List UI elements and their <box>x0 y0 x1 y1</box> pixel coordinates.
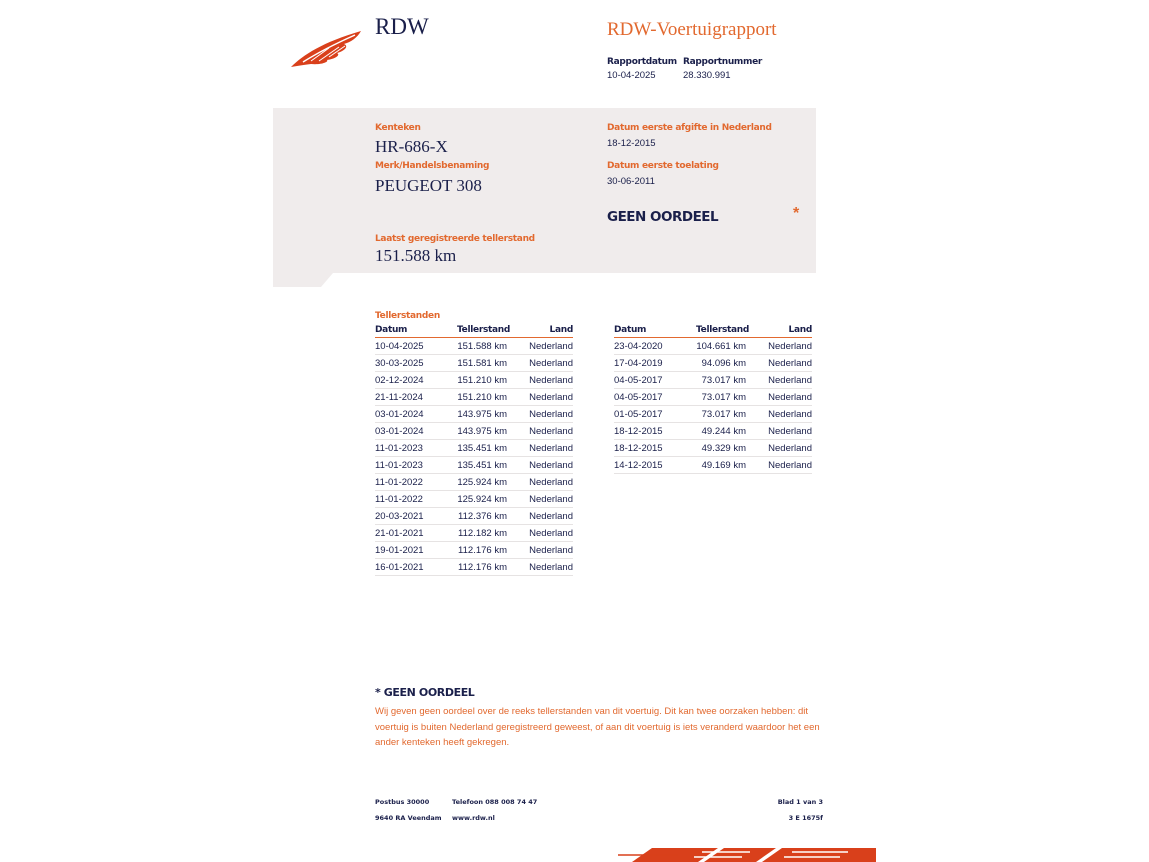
reading-date: 04-05-2017 <box>614 389 696 406</box>
table-row <box>614 457 812 474</box>
footer-postbus: Postbus 30000 <box>375 798 430 806</box>
footer-page-number: Blad 1 van 3 <box>777 798 823 806</box>
reading-date: 03-01-2024 <box>375 406 457 423</box>
reading-value: 151.588 km <box>457 338 523 355</box>
reading-date: 30-03-2025 <box>375 355 457 372</box>
reading-date: 17-04-2019 <box>614 355 696 372</box>
reading-date: 01-05-2017 <box>614 406 696 423</box>
odometer-label: Laatst geregistreerde tellerstand <box>375 234 535 244</box>
org-name: RDW <box>375 14 429 39</box>
note-line: ander kenteken heeft gekregen. <box>375 737 510 748</box>
plate-value: HR-686-X <box>375 137 448 156</box>
reading-value: 49.244 km <box>696 423 762 440</box>
table-row <box>375 406 573 423</box>
note-line: voertuig is buiten Nederland geregistreerd geweest, of aan dit voertuig is iets veranderd waardoor het een <box>375 721 820 733</box>
table-row <box>375 423 573 440</box>
brand-label: Merk/Handelsbenaming <box>375 161 490 171</box>
reading-country: Nederland <box>762 440 812 457</box>
footer-web-link[interactable]: www.rdw.nl <box>452 814 495 822</box>
table-row <box>614 355 812 372</box>
reading-date: 21-01-2021 <box>375 525 457 542</box>
table-row <box>375 525 573 542</box>
table-row <box>375 559 573 576</box>
reading-country: Nederland <box>762 338 812 355</box>
reading-date: 11-01-2023 <box>375 440 457 457</box>
reading-date: 10-04-2025 <box>375 338 457 355</box>
reading-value: 143.975 km <box>457 406 523 423</box>
reading-country: Nederland <box>523 372 573 389</box>
verdict-asterisk: * <box>793 205 800 222</box>
table-row <box>375 338 573 355</box>
reading-date: 11-01-2022 <box>375 474 457 491</box>
reading-value: 112.176 km <box>457 559 523 576</box>
reading-country: Nederland <box>523 457 573 474</box>
readings-table-right <box>614 325 812 474</box>
table-row <box>375 508 573 525</box>
table-row <box>375 389 573 406</box>
reading-date: 23-04-2020 <box>614 338 696 355</box>
report-title: RDW-Voertuigrapport <box>607 19 777 40</box>
reading-value: 73.017 km <box>696 372 762 389</box>
col-date: Datum <box>614 325 696 338</box>
reading-value: 94.096 km <box>696 355 762 372</box>
reading-value: 104.661 km <box>696 338 762 355</box>
reading-date: 02-12-2024 <box>375 372 457 389</box>
reading-country: Nederland <box>762 355 812 372</box>
reading-value: 135.451 km <box>457 457 523 474</box>
reading-country: Nederland <box>523 423 573 440</box>
note-title: * GEEN OORDEEL <box>375 686 475 699</box>
table-row <box>375 457 573 474</box>
reading-value: 125.924 km <box>457 474 523 491</box>
reading-value: 49.329 km <box>696 440 762 457</box>
table-row <box>614 389 812 406</box>
reading-date: 04-05-2017 <box>614 372 696 389</box>
footer-stripes-icon <box>618 846 878 862</box>
reading-value: 151.210 km <box>457 389 523 406</box>
reading-value: 73.017 km <box>696 389 762 406</box>
reading-value: 151.581 km <box>457 355 523 372</box>
col-reading: Tellerstand <box>457 325 523 338</box>
table-row <box>614 406 812 423</box>
note-text <box>375 704 820 751</box>
reading-value: 112.376 km <box>457 508 523 525</box>
reading-date: 11-01-2022 <box>375 491 457 508</box>
first-admission-value: 30-06-2011 <box>607 176 655 187</box>
col-country: Land <box>523 325 573 338</box>
table-row <box>375 440 573 457</box>
reading-date: 16-01-2021 <box>375 559 457 576</box>
reading-value: 73.017 km <box>696 406 762 423</box>
footer-address: 9640 RA Veendam <box>375 814 442 822</box>
report-date-label: Rapportdatum <box>607 57 677 67</box>
reading-country: Nederland <box>523 542 573 559</box>
reading-country: Nederland <box>523 406 573 423</box>
reading-country: Nederland <box>523 508 573 525</box>
readings-table-left <box>375 325 573 576</box>
col-reading: Tellerstand <box>696 325 762 338</box>
reading-value: 49.169 km <box>696 457 762 474</box>
verdict: GEEN OORDEEL <box>607 209 719 225</box>
reading-value: 143.975 km <box>457 423 523 440</box>
reading-value: 125.924 km <box>457 491 523 508</box>
brand-value: PEUGEOT 308 <box>375 176 482 195</box>
reading-country: Nederland <box>762 372 812 389</box>
odometer-value: 151.588 km <box>375 246 457 265</box>
reading-country: Nederland <box>523 440 573 457</box>
footer-code: 3 E 1675f <box>788 814 823 822</box>
table-row <box>375 542 573 559</box>
reading-country: Nederland <box>523 559 573 576</box>
table-row <box>375 355 573 372</box>
reading-country: Nederland <box>523 525 573 542</box>
reading-date: 11-01-2023 <box>375 457 457 474</box>
report-date: 10-04-2025 <box>607 70 656 81</box>
report-number-label: Rapportnummer <box>683 57 763 67</box>
readings-section-title: Tellerstanden <box>375 311 440 321</box>
reading-country: Nederland <box>762 423 812 440</box>
reading-country: Nederland <box>523 474 573 491</box>
panel-tab-decoration <box>273 273 333 287</box>
first-issue-nl-value: 18-12-2015 <box>607 138 656 149</box>
reading-country: Nederland <box>762 406 812 423</box>
reading-date: 03-01-2024 <box>375 423 457 440</box>
reading-value: 112.176 km <box>457 542 523 559</box>
reading-date: 18-12-2015 <box>614 423 696 440</box>
footer-phone: Telefoon 088 008 74 47 <box>452 798 538 806</box>
rdw-logo-icon <box>289 28 365 70</box>
reading-country: Nederland <box>523 491 573 508</box>
note-line: Wij geven geen oordeel over de reeks tellerstanden van dit voertuig. Dit kan twee oorzaken hebben: dit <box>375 706 809 717</box>
reading-date: 14-12-2015 <box>614 457 696 474</box>
col-date: Datum <box>375 325 457 338</box>
plate-label: Kenteken <box>375 123 421 133</box>
reading-country: Nederland <box>762 389 812 406</box>
reading-date: 19-01-2021 <box>375 542 457 559</box>
table-row <box>614 423 812 440</box>
reading-country: Nederland <box>762 457 812 474</box>
table-row <box>375 474 573 491</box>
reading-value: 112.182 km <box>457 525 523 542</box>
table-row <box>614 372 812 389</box>
reading-value: 151.210 km <box>457 372 523 389</box>
reading-date: 20-03-2021 <box>375 508 457 525</box>
table-row <box>614 338 812 355</box>
reading-country: Nederland <box>523 338 573 355</box>
reading-date: 18-12-2015 <box>614 440 696 457</box>
table-row <box>614 440 812 457</box>
table-row <box>375 372 573 389</box>
reading-value: 135.451 km <box>457 440 523 457</box>
first-admission-label: Datum eerste toelating <box>607 161 719 171</box>
table-row <box>375 491 573 508</box>
first-issue-nl-label: Datum eerste afgifte in Nederland <box>607 123 772 133</box>
col-country: Land <box>762 325 812 338</box>
reading-date: 21-11-2024 <box>375 389 457 406</box>
reading-country: Nederland <box>523 389 573 406</box>
reading-country: Nederland <box>523 355 573 372</box>
report-number: 28.330.991 <box>683 70 731 81</box>
